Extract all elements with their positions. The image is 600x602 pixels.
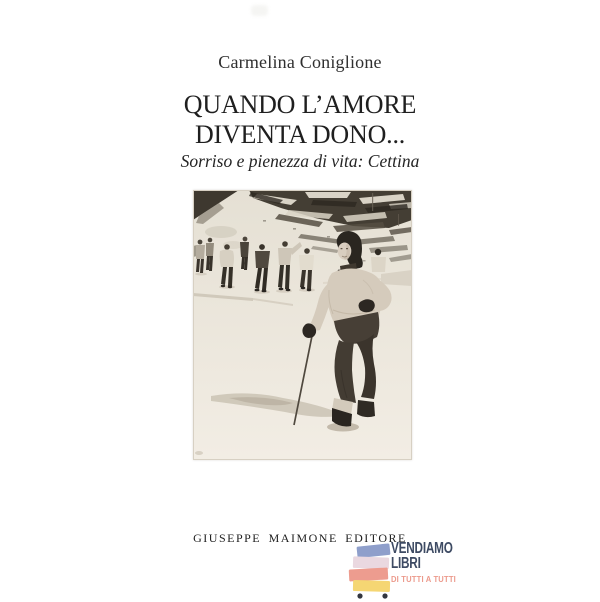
cart-wheel-icon (357, 593, 362, 598)
logo-text-line-1: VENDIAMO (391, 540, 453, 557)
book-title (0, 90, 600, 150)
book-stack-cart-icon (336, 526, 396, 602)
boot (357, 400, 375, 417)
vendiamolibri-logo (336, 526, 468, 600)
publisher-name: GIUSEPPE MAIMONE EDITORE (193, 531, 407, 545)
ski-photo-illustration (193, 190, 412, 460)
book-subtitle: Sorriso e pienezza di vita: Cettina (180, 151, 420, 171)
author-name: Carmelina Coniglione (218, 52, 382, 72)
cover-photo (193, 190, 412, 460)
book-title-line-1: QUANDO L’AMORE (183, 90, 417, 119)
logo-text-line-2: LIBRI (391, 555, 421, 572)
scan-smudge (251, 5, 268, 16)
cart-wheel-icon (382, 593, 387, 598)
logo-tagline: DI TUTTI A TUTTI (391, 575, 456, 584)
book-title-line-2: DIVENTA DONO... (194, 120, 406, 149)
lift-pole (372, 193, 373, 211)
